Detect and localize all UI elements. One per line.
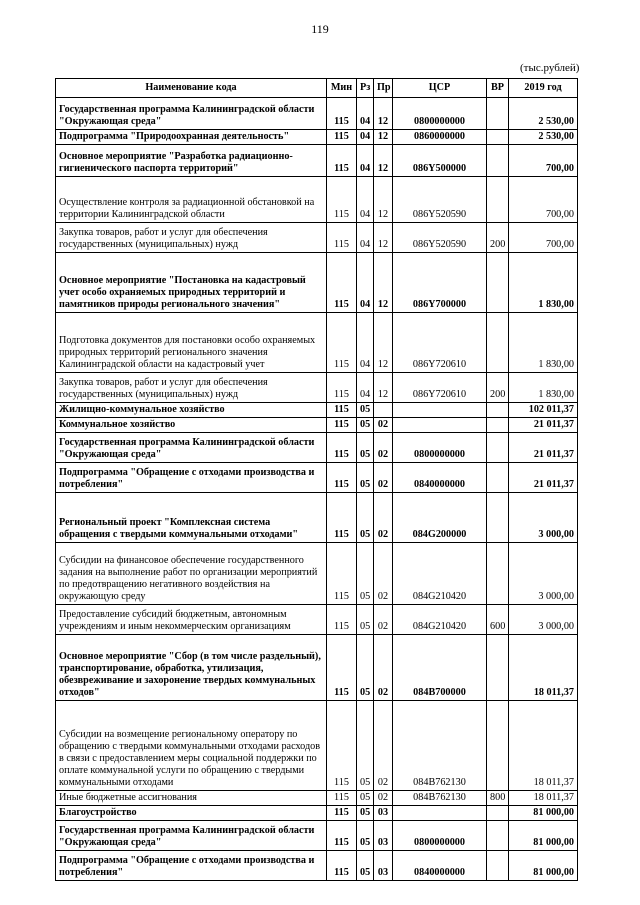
cell-csr: 0800000000 bbox=[393, 821, 487, 851]
cell-rz: 04 bbox=[357, 130, 374, 145]
table-row bbox=[56, 130, 578, 145]
cell-amount: 1 830,00 bbox=[509, 373, 578, 403]
table-row bbox=[56, 605, 578, 635]
cell-vr bbox=[487, 821, 509, 851]
cell-csr: 084B762130 bbox=[393, 701, 487, 791]
cell-pr: 02 bbox=[374, 635, 393, 701]
cell-min: 115 bbox=[327, 821, 357, 851]
cell-pr: 03 bbox=[374, 821, 393, 851]
cell-vr bbox=[487, 543, 509, 605]
cell-amount: 1 830,00 bbox=[509, 253, 578, 313]
cell-pr: 12 bbox=[374, 145, 393, 177]
cell-min: 115 bbox=[327, 253, 357, 313]
table-row bbox=[56, 806, 578, 821]
cell-rz: 05 bbox=[357, 791, 374, 806]
cell-vr bbox=[487, 463, 509, 493]
cell-vr: 800 bbox=[487, 791, 509, 806]
header-rz: Рз bbox=[357, 79, 374, 98]
cell-csr: 0860000000 bbox=[393, 130, 487, 145]
cell-rz: 05 bbox=[357, 463, 374, 493]
cell-pr: 02 bbox=[374, 433, 393, 463]
cell-vr bbox=[487, 145, 509, 177]
cell-vr bbox=[487, 701, 509, 791]
table-row bbox=[56, 177, 578, 223]
cell-csr: 086Y520590 bbox=[393, 177, 487, 223]
cell-min: 115 bbox=[327, 635, 357, 701]
cell-name: Закупка товаров, работ и услуг для обеспечения государственных (муниципальных) нужд bbox=[56, 223, 327, 253]
cell-rz: 05 bbox=[357, 821, 374, 851]
cell-min: 115 bbox=[327, 463, 357, 493]
header-min: Мин bbox=[327, 79, 357, 98]
cell-vr bbox=[487, 433, 509, 463]
cell-rz: 05 bbox=[357, 403, 374, 418]
cell-csr: 086Y720610 bbox=[393, 313, 487, 373]
cell-csr: 084G200000 bbox=[393, 493, 487, 543]
cell-amount: 2 530,00 bbox=[509, 98, 578, 130]
cell-min: 115 bbox=[327, 177, 357, 223]
table-row bbox=[56, 791, 578, 806]
cell-csr bbox=[393, 403, 487, 418]
cell-csr: 0800000000 bbox=[393, 433, 487, 463]
table-row bbox=[56, 373, 578, 403]
cell-name: Благоустройство bbox=[56, 806, 327, 821]
cell-csr: 0840000000 bbox=[393, 463, 487, 493]
cell-min: 115 bbox=[327, 418, 357, 433]
cell-csr: 086Y700000 bbox=[393, 253, 487, 313]
cell-csr bbox=[393, 418, 487, 433]
cell-vr: 200 bbox=[487, 223, 509, 253]
cell-vr bbox=[487, 851, 509, 881]
cell-amount: 18 011,37 bbox=[509, 791, 578, 806]
cell-amount: 3 000,00 bbox=[509, 605, 578, 635]
cell-amount: 18 011,37 bbox=[509, 635, 578, 701]
cell-csr: 084G210420 bbox=[393, 543, 487, 605]
table-header-row bbox=[56, 79, 578, 98]
cell-vr bbox=[487, 493, 509, 543]
table-row bbox=[56, 145, 578, 177]
cell-amount: 1 830,00 bbox=[509, 313, 578, 373]
cell-rz: 04 bbox=[357, 313, 374, 373]
cell-min: 115 bbox=[327, 493, 357, 543]
cell-min: 115 bbox=[327, 373, 357, 403]
cell-rz: 04 bbox=[357, 223, 374, 253]
table-row bbox=[56, 463, 578, 493]
cell-amount: 102 011,37 bbox=[509, 403, 578, 418]
budget-table bbox=[55, 78, 578, 881]
cell-min: 115 bbox=[327, 145, 357, 177]
cell-csr: 086Y500000 bbox=[393, 145, 487, 177]
table-row bbox=[56, 418, 578, 433]
cell-min: 115 bbox=[327, 313, 357, 373]
cell-name: Предоставление субсидий бюджетным, автономным учреждениям и иным некоммерческим организациям bbox=[56, 605, 327, 635]
cell-name: Основное мероприятие "Разработка радиационно-гигиенического паспорта территорий" bbox=[56, 145, 327, 177]
table-row bbox=[56, 98, 578, 130]
cell-min: 115 bbox=[327, 605, 357, 635]
cell-name: Закупка товаров, работ и услуг для обеспечения государственных (муниципальных) нужд bbox=[56, 373, 327, 403]
cell-name: Основное мероприятие "Постановка на кадастровый учет особо охраняемых природных территорий и памятников природы регионального значения" bbox=[56, 253, 327, 313]
cell-min: 115 bbox=[327, 701, 357, 791]
cell-pr: 02 bbox=[374, 701, 393, 791]
cell-name: Иные бюджетные ассигнования bbox=[56, 791, 327, 806]
cell-name: Региональный проект "Комплексная система обращения с твердыми коммунальными отходами" bbox=[56, 493, 327, 543]
cell-min: 115 bbox=[327, 543, 357, 605]
cell-name: Субсидии на возмещение региональному оператору по обращению с твердыми коммунальными отходами расходов в связи с предоставлением меры социальной поддержки по оплате коммунальной услуги по обращению с твердыми коммунальными отходами bbox=[56, 701, 327, 791]
cell-rz: 05 bbox=[357, 433, 374, 463]
cell-name: Государственная программа Калининградской области "Окружающая среда" bbox=[56, 98, 327, 130]
cell-rz: 05 bbox=[357, 635, 374, 701]
cell-name: Государственная программа Калининградской области "Окружающая среда" bbox=[56, 433, 327, 463]
cell-csr: 086Y720610 bbox=[393, 373, 487, 403]
cell-pr: 02 bbox=[374, 605, 393, 635]
cell-amount: 21 011,37 bbox=[509, 463, 578, 493]
cell-vr bbox=[487, 806, 509, 821]
cell-amount: 2 530,00 bbox=[509, 130, 578, 145]
page-number: 119 bbox=[311, 22, 329, 36]
cell-vr bbox=[487, 253, 509, 313]
table-row bbox=[56, 493, 578, 543]
cell-min: 115 bbox=[327, 851, 357, 881]
cell-rz: 05 bbox=[357, 493, 374, 543]
cell-vr bbox=[487, 418, 509, 433]
cell-pr: 02 bbox=[374, 543, 393, 605]
cell-rz: 05 bbox=[357, 543, 374, 605]
cell-vr bbox=[487, 130, 509, 145]
cell-pr: 12 bbox=[374, 313, 393, 373]
cell-min: 115 bbox=[327, 433, 357, 463]
cell-name: Государственная программа Калининградской области "Окружающая среда" bbox=[56, 821, 327, 851]
cell-vr: 600 bbox=[487, 605, 509, 635]
cell-rz: 04 bbox=[357, 177, 374, 223]
table-row bbox=[56, 433, 578, 463]
cell-amount: 700,00 bbox=[509, 145, 578, 177]
units-label: (тыс.рублей) bbox=[520, 62, 580, 74]
cell-amount: 21 011,37 bbox=[509, 433, 578, 463]
cell-name: Жилищно-коммунальное хозяйство bbox=[56, 403, 327, 418]
cell-vr bbox=[487, 177, 509, 223]
header-name: Наименование кода bbox=[56, 79, 327, 98]
cell-pr: 12 bbox=[374, 223, 393, 253]
table-row bbox=[56, 223, 578, 253]
cell-pr: 03 bbox=[374, 851, 393, 881]
cell-min: 115 bbox=[327, 130, 357, 145]
cell-amount: 81 000,00 bbox=[509, 851, 578, 881]
table-body bbox=[56, 98, 578, 881]
cell-pr: 02 bbox=[374, 463, 393, 493]
cell-amount: 3 000,00 bbox=[509, 543, 578, 605]
cell-amount: 3 000,00 bbox=[509, 493, 578, 543]
cell-min: 115 bbox=[327, 403, 357, 418]
cell-vr bbox=[487, 98, 509, 130]
table-row bbox=[56, 701, 578, 791]
table-row bbox=[56, 253, 578, 313]
cell-min: 115 bbox=[327, 223, 357, 253]
cell-amount: 21 011,37 bbox=[509, 418, 578, 433]
cell-pr: 12 bbox=[374, 130, 393, 145]
header-csr: ЦСР bbox=[393, 79, 487, 98]
cell-name: Подпрограмма "Обращение с отходами производства и потребления" bbox=[56, 463, 327, 493]
cell-vr: 200 bbox=[487, 373, 509, 403]
cell-vr bbox=[487, 313, 509, 373]
table-row bbox=[56, 403, 578, 418]
cell-name: Основное мероприятие "Сбор (в том числе раздельный), транспортирование, обработка, утилизация, обезвреживание и захоронение твердых коммунальных отходов" bbox=[56, 635, 327, 701]
cell-vr bbox=[487, 403, 509, 418]
cell-csr: 086Y520590 bbox=[393, 223, 487, 253]
cell-min: 115 bbox=[327, 806, 357, 821]
cell-csr: 084G210420 bbox=[393, 605, 487, 635]
cell-name: Коммунальное хозяйство bbox=[56, 418, 327, 433]
cell-pr bbox=[374, 403, 393, 418]
cell-amount: 18 011,37 bbox=[509, 701, 578, 791]
cell-pr: 12 bbox=[374, 373, 393, 403]
cell-csr bbox=[393, 806, 487, 821]
header-vr: ВР bbox=[487, 79, 509, 98]
table-row bbox=[56, 851, 578, 881]
cell-name: Подпрограмма "Обращение с отходами производства и потребления" bbox=[56, 851, 327, 881]
cell-rz: 04 bbox=[357, 253, 374, 313]
cell-rz: 05 bbox=[357, 851, 374, 881]
cell-pr: 12 bbox=[374, 253, 393, 313]
cell-name: Подготовка документов для постановки особо охраняемых природных территорий регионального значения Калининградской области на кадастровый учет bbox=[56, 313, 327, 373]
header-pr: Пр bbox=[374, 79, 393, 98]
cell-amount: 700,00 bbox=[509, 223, 578, 253]
cell-amount: 81 000,00 bbox=[509, 821, 578, 851]
cell-rz: 04 bbox=[357, 98, 374, 130]
cell-rz: 04 bbox=[357, 373, 374, 403]
cell-rz: 04 bbox=[357, 145, 374, 177]
table-row bbox=[56, 821, 578, 851]
cell-pr: 12 bbox=[374, 177, 393, 223]
cell-pr: 03 bbox=[374, 806, 393, 821]
cell-rz: 05 bbox=[357, 701, 374, 791]
cell-csr: 0840000000 bbox=[393, 851, 487, 881]
cell-vr bbox=[487, 635, 509, 701]
cell-rz: 05 bbox=[357, 605, 374, 635]
table-row bbox=[56, 313, 578, 373]
cell-pr: 02 bbox=[374, 418, 393, 433]
table-row bbox=[56, 635, 578, 701]
cell-name: Осуществление контроля за радиационной обстановкой на территории Калининградской области bbox=[56, 177, 327, 223]
cell-min: 115 bbox=[327, 791, 357, 806]
cell-amount: 81 000,00 bbox=[509, 806, 578, 821]
cell-name: Субсидии на финансовое обеспечение государственного задания на выполнение работ по организации мероприятий по предотвращению негативного воздействия на окружающую среду bbox=[56, 543, 327, 605]
table-row bbox=[56, 543, 578, 605]
cell-csr: 084B700000 bbox=[393, 635, 487, 701]
cell-pr: 12 bbox=[374, 98, 393, 130]
cell-name: Подпрограмма "Природоохранная деятельность" bbox=[56, 130, 327, 145]
cell-min: 115 bbox=[327, 98, 357, 130]
cell-amount: 700,00 bbox=[509, 177, 578, 223]
cell-csr: 0800000000 bbox=[393, 98, 487, 130]
cell-csr: 084B762130 bbox=[393, 791, 487, 806]
cell-pr: 02 bbox=[374, 791, 393, 806]
cell-pr: 02 bbox=[374, 493, 393, 543]
header-year: 2019 год bbox=[509, 79, 578, 98]
cell-rz: 05 bbox=[357, 806, 374, 821]
cell-rz: 05 bbox=[357, 418, 374, 433]
